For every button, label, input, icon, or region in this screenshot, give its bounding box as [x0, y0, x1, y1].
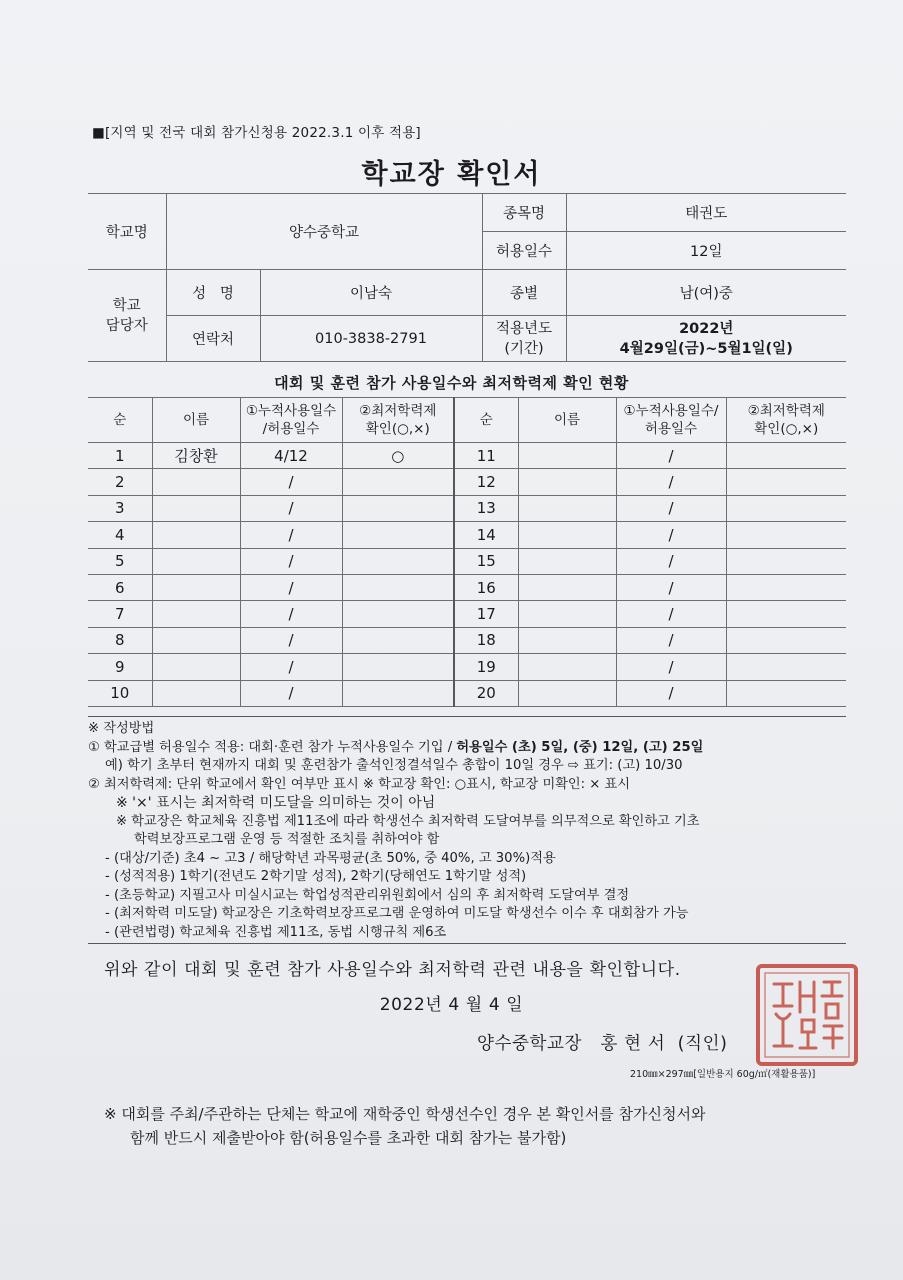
col-check-left	[342, 398, 454, 443]
academic-check	[342, 627, 454, 653]
allowed-days-label: 허용일수	[482, 232, 566, 270]
days-used: /	[616, 601, 726, 627]
student-name	[518, 443, 616, 469]
instructions	[88, 720, 868, 942]
days-used: /	[616, 627, 726, 653]
period-label-line1: 적용년도	[495, 320, 553, 337]
table-row	[88, 627, 846, 653]
row-number: 8	[88, 627, 152, 653]
contact-value: 010-3838-2791	[260, 316, 482, 362]
row-number: 6	[88, 574, 152, 600]
academic-check	[726, 601, 846, 627]
document-title: 학교장 확인서	[361, 159, 542, 190]
event-label: 종목명	[482, 194, 566, 232]
student-name	[152, 495, 240, 521]
student-name	[152, 469, 240, 495]
name-label: 성 명	[166, 270, 260, 316]
note-1-cont: 예) 학기 초부터 현재까지 대회 및 훈련참가 출석인정결석일수 총합이 10일 경우 ⇨ 표기: (고) 10/30	[105, 758, 683, 773]
col-check-right	[726, 398, 846, 443]
academic-check	[726, 443, 846, 469]
student-name	[152, 574, 240, 600]
academic-check	[342, 495, 454, 521]
row-number: 7	[88, 601, 152, 627]
academic-check	[726, 495, 846, 521]
academic-check	[726, 654, 846, 680]
manager-label-line1: 학교	[112, 297, 141, 314]
student-name	[518, 574, 616, 600]
notes-heading: ※ 작성방법	[88, 721, 155, 736]
academic-check	[342, 680, 454, 706]
principal-signature-line: 양수중학교장 홍 현 서 (직인)	[477, 1034, 728, 1054]
col-check-right-line1: ②최저학력제	[747, 403, 825, 419]
student-name	[518, 469, 616, 495]
student-name	[152, 548, 240, 574]
days-used: /	[616, 443, 726, 469]
manager-label-line2: 담당자	[105, 317, 148, 334]
detail-5: - (관련법령) 학교체육 진흥법 제11조, 동법 시행규칙 제6조	[105, 924, 447, 940]
col-name-left: 이름	[152, 398, 240, 443]
student-name	[518, 548, 616, 574]
days-used: /	[616, 495, 726, 521]
confirmation-statement: 위와 같이 대회 및 훈련 참가 사용일수와 최저학력 관련 내용을 확인합니다.	[104, 960, 681, 980]
student-name	[518, 495, 616, 521]
note-4-cont: 학력보장프로그램 운영 등 적절한 조치를 취하여야 함	[134, 832, 440, 847]
allowed-days-value: 12일	[566, 232, 846, 270]
note-4: ※ 학교장은 학교체육 진흥법 제11조에 따라 학생선수 최저학력 도달여부를 의무적으로 확인하고 기초	[116, 813, 700, 829]
days-used: 4/12	[240, 443, 342, 469]
detail-1: - (대상/기준) 초4 ~ 고3 / 해당학년 과목평균(초 50%, 중 40%, 고 30%)적용	[105, 850, 556, 866]
row-number: 19	[454, 654, 518, 680]
student-name	[152, 627, 240, 653]
student-name	[518, 627, 616, 653]
days-used: /	[240, 548, 342, 574]
table-row	[88, 495, 846, 521]
info-table	[88, 193, 846, 362]
row-number: 12	[454, 469, 518, 495]
academic-check	[342, 548, 454, 574]
row-number: 20	[454, 680, 518, 706]
row-number: 16	[454, 574, 518, 600]
col-no-right: 순	[454, 398, 518, 443]
row-number: 14	[454, 522, 518, 548]
school-label: 학교명	[88, 194, 166, 270]
detail-3: - (초등학교) 지필고사 미실시교는 학업성적관리위원회에서 심의 후 최저학력 도달여부 결정	[105, 887, 630, 903]
detail-4: - (최저학력 미도달) 학교장은 기초학력보장프로그램 운영하여 미도달 학생선수 이수 후 대회참가 가능	[105, 906, 689, 921]
row-number: 13	[454, 495, 518, 521]
period-year: 2022년	[679, 320, 734, 337]
period-label	[482, 316, 566, 362]
student-name	[152, 601, 240, 627]
footer-notice	[104, 1102, 705, 1150]
row-number: 4	[88, 522, 152, 548]
row-number: 15	[454, 548, 518, 574]
days-used: /	[616, 548, 726, 574]
table-row	[88, 654, 846, 680]
note-1	[88, 739, 868, 758]
student-name	[518, 654, 616, 680]
col-name-right: 이름	[518, 398, 616, 443]
school-value: 양수중학교	[166, 194, 482, 270]
table-row	[88, 574, 846, 600]
row-number: 1	[88, 443, 152, 469]
col-days-left	[240, 398, 342, 443]
col-no-left: 순	[88, 398, 152, 443]
days-used: /	[240, 627, 342, 653]
academic-check	[342, 469, 454, 495]
period-label-line2: (기간)	[504, 340, 544, 357]
days-used: /	[240, 495, 342, 521]
student-grid	[88, 397, 846, 707]
row-number: 17	[454, 601, 518, 627]
paper-spec: 210㎜×297㎜[일반용지 60g/㎡(재활용품)]	[630, 1069, 816, 1080]
name-value: 이남숙	[260, 270, 482, 316]
grid-bottom-rule	[88, 716, 846, 717]
days-used: /	[240, 522, 342, 548]
table-row	[88, 522, 846, 548]
days-used: /	[616, 654, 726, 680]
detail-2: - (성적적용) 1학기(전년도 2학기말 성적), 2학기(당해연도 1학기말 성적)	[105, 869, 527, 884]
event-value: 태권도	[566, 194, 846, 232]
academic-check	[342, 522, 454, 548]
table-row	[88, 469, 846, 495]
col-days-right	[616, 398, 726, 443]
days-used: /	[616, 680, 726, 706]
academic-check	[342, 601, 454, 627]
row-number: 2	[88, 469, 152, 495]
contact-label: 연락처	[166, 316, 260, 362]
row-number: 5	[88, 548, 152, 574]
section-title: 대회 및 훈련 참가 사용일수와 최저학력제 확인 현황	[274, 374, 629, 392]
days-used: /	[616, 574, 726, 600]
official-seal-stamp	[752, 960, 862, 1070]
student-name	[152, 654, 240, 680]
col-days-right-line1: ①누적사용일수/	[623, 403, 719, 419]
academic-check	[726, 680, 846, 706]
days-used: /	[240, 574, 342, 600]
days-used: /	[616, 522, 726, 548]
issue-date: 2022년 4 월 4 일	[379, 995, 524, 1015]
footer-line-2: 함께 반드시 제출받아야 함(허용일수를 초과한 대회 참가는 불가함)	[130, 1129, 567, 1147]
days-used: /	[240, 654, 342, 680]
days-used: /	[240, 601, 342, 627]
student-name	[518, 680, 616, 706]
row-number: 18	[454, 627, 518, 653]
academic-check	[726, 548, 846, 574]
academic-check	[726, 574, 846, 600]
table-row	[88, 601, 846, 627]
academic-check	[726, 522, 846, 548]
level-value: 남(여)중	[566, 270, 846, 316]
table-row	[88, 680, 846, 706]
col-days-left-line1: ①누적사용일수	[245, 403, 337, 419]
student-name	[152, 522, 240, 548]
manager-label	[88, 270, 166, 362]
days-used: /	[240, 469, 342, 495]
academic-check: ○	[342, 443, 454, 469]
notes-bottom-rule	[88, 943, 846, 944]
academic-check	[342, 574, 454, 600]
academic-check	[726, 627, 846, 653]
table-row	[88, 548, 846, 574]
col-check-right-line2: 확인(○,×)	[754, 421, 819, 437]
col-check-left-line1: ②최저학력제	[359, 403, 437, 419]
note-1-bold: 허용일수 (초) 5일, (중) 12일, (고) 25일	[456, 739, 704, 755]
student-name: 김창환	[152, 443, 240, 469]
student-name	[518, 522, 616, 548]
note-3: ※ '×' 표시는 최저학력 미도달을 의미하는 것이 아님	[116, 795, 436, 811]
grid-header-row	[88, 398, 846, 443]
days-used: /	[616, 469, 726, 495]
row-number: 10	[88, 680, 152, 706]
footer-line-1: ※ 대회를 주최/주관하는 단체는 학교에 재학중인 학생선수인 경우 본 확인서를 참가신청서와	[104, 1105, 706, 1123]
col-check-left-line2: 확인(○,×)	[365, 421, 430, 437]
row-number: 9	[88, 654, 152, 680]
academic-check	[342, 654, 454, 680]
col-days-left-line2: /허용일수	[262, 421, 320, 437]
col-days-right-line2: 허용일수	[644, 421, 698, 437]
period-value	[566, 316, 846, 362]
grid-body	[88, 443, 846, 707]
row-number: 11	[454, 443, 518, 469]
header-note: ■[지역 및 전국 대회 참가신청용 2022.3.1 이후 적용]	[92, 125, 421, 141]
academic-check	[726, 469, 846, 495]
table-row	[88, 443, 846, 469]
days-used: /	[240, 680, 342, 706]
row-number: 3	[88, 495, 152, 521]
student-name	[518, 601, 616, 627]
note-1-text: ① 학교급별 허용일수 적용: 대회·훈련 참가 누적사용일수 기입 /	[88, 739, 457, 755]
level-label: 종별	[482, 270, 566, 316]
period-dates: 4월29일(금)~5월1일(일)	[619, 340, 793, 357]
student-name	[152, 680, 240, 706]
note-2: ② 최저학력제: 단위 학교에서 확인 여부만 표시 ※ 학교장 확인: ○표시, 학교장 미확인: × 표시	[88, 776, 631, 792]
